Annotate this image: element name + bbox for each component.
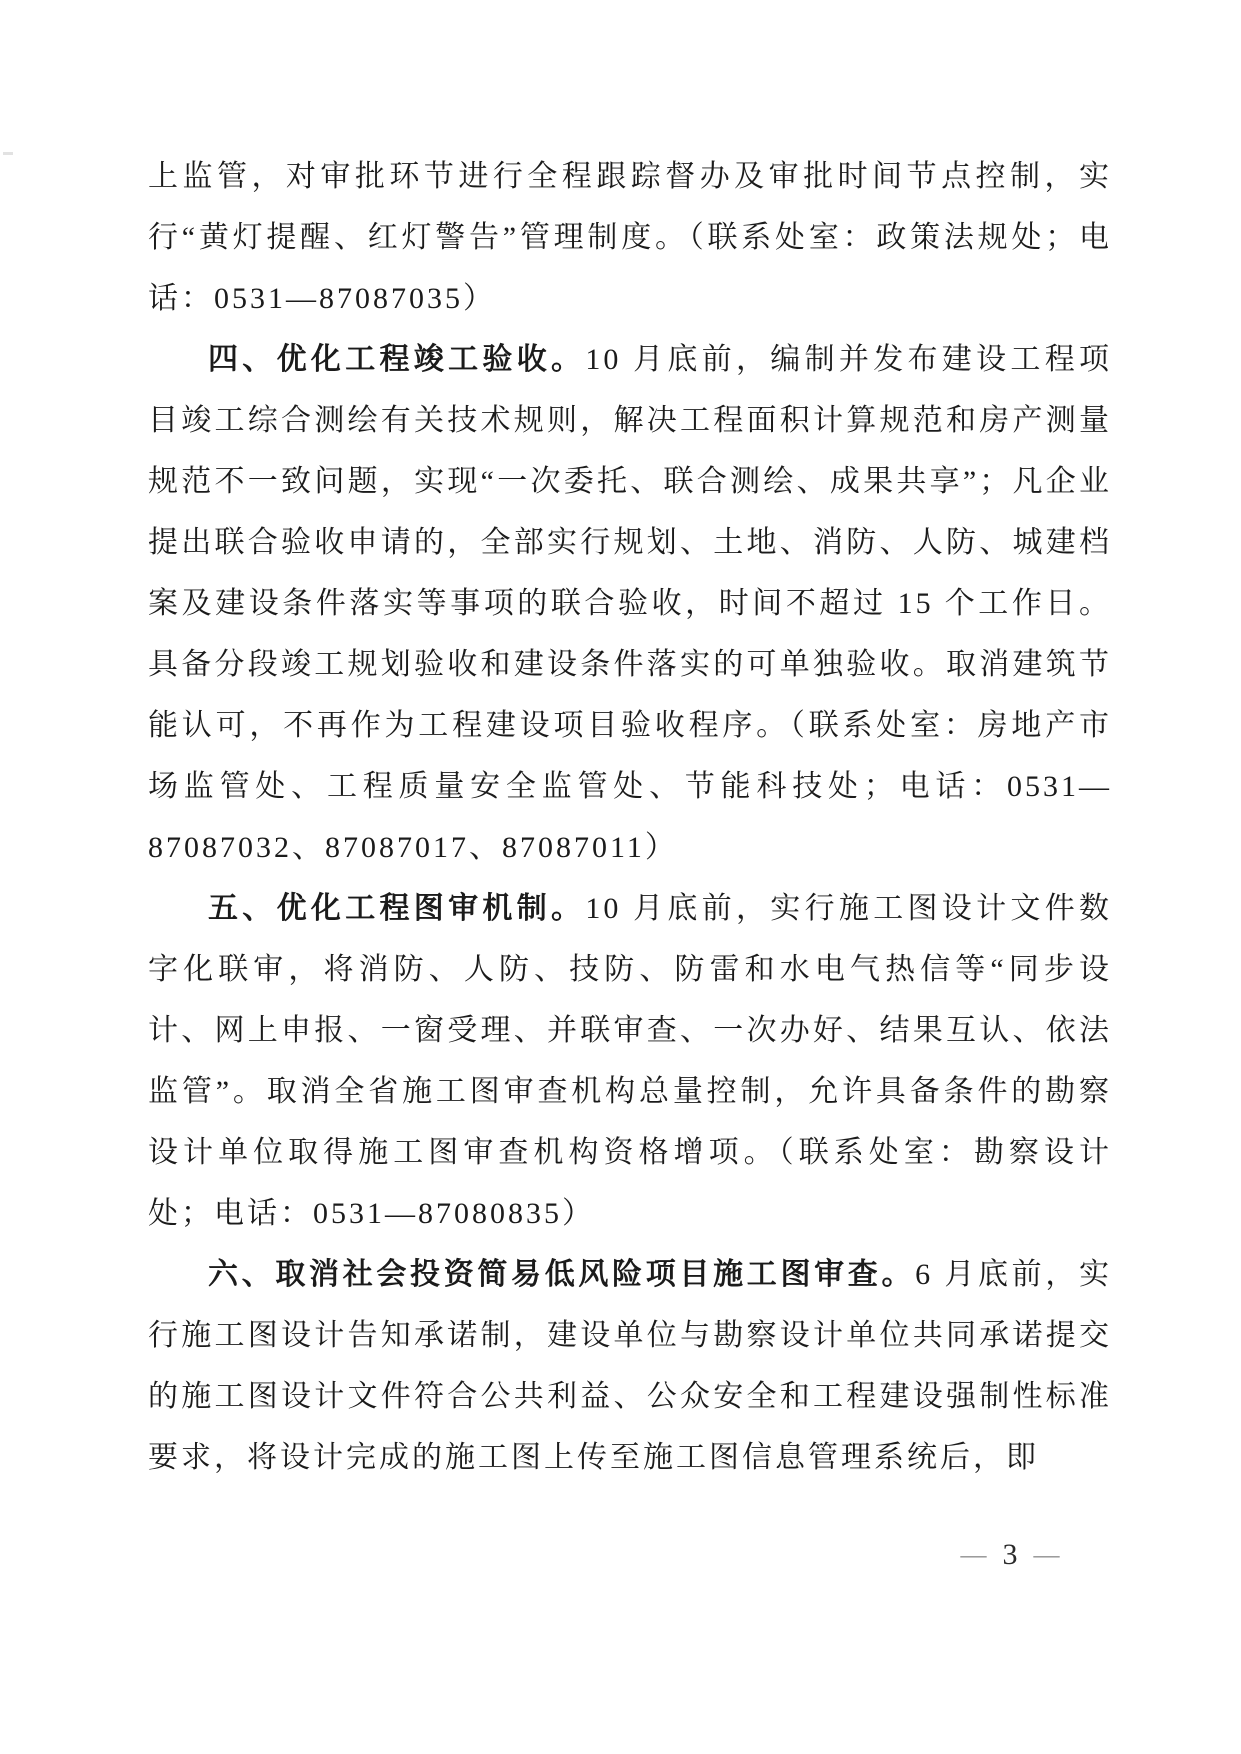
paragraph-section-5: [148, 878, 1112, 1244]
page-footer: [925, 1538, 1095, 1572]
paragraph-continuation: [148, 146, 1112, 329]
paragraph-text: 10 月底前，编制并发布建设工程项目竣工综合测绘有关技术规则，解决工程面积计算规范和房产测量规范不一致问题，实现“一次委托、联合测绘、成果共享”；凡企业提出联合验收申请的，全部实行规划、土地、消防、人防、城建档案及建设条件落实等事项的联合验收，时间不超过 15 个工作日。具备分段竣工规划验收和建设条件落实的可单独验收。取消建筑节能认可，不再作为工程建设项目验收程序。（联系处室：房地产市场监管处、工程质量安全监管处、节能科技处；电话：0531—87087032、87087017、87087011）: [148, 343, 1113, 864]
document-body: [148, 146, 1112, 1488]
scan-artifact: [3, 152, 13, 155]
section-heading: 四、优化工程竣工验收。: [208, 343, 586, 376]
page-number: 3: [1002, 1538, 1018, 1571]
section-heading: 六、取消社会投资简易低风险项目施工图审查。: [208, 1258, 916, 1291]
paragraph-text: 10 月底前，实行施工图设计文件数字化联审，将消防、人防、技防、防雷和水电气热信等“同步设计、网上申报、一窗受理、并联审查、一次办好、结果互认、依法监管”。取消全省施工图审查机构总量控制，允许具备条件的勘察设计单位取得施工图审查机构资格增项。（联系处室：勘察设计处；电话：0531—87080835）: [148, 892, 1113, 1230]
section-heading: 五、优化工程图审机制。: [208, 892, 586, 925]
paragraph-text: 上监管，对审批环节进行全程跟踪督办及审批时间节点控制，实行“黄灯提醒、红灯警告”管理制度。（联系处室：政策法规处；电话：0531—87087035）: [148, 160, 1112, 315]
paragraph-section-4: [148, 329, 1112, 878]
paragraph-text: 6 月底前，实行施工图设计告知承诺制，建设单位与勘察设计单位共同承诺提交的施工图设计文件符合公共利益、公众安全和工程建设强制性标准要求，将设计完成的施工图上传至施工图信息管理系统后，即: [148, 1258, 1113, 1474]
paragraph-section-6: [148, 1244, 1112, 1488]
footer-dash-left: —: [960, 1540, 987, 1569]
footer-dash-right: —: [1033, 1540, 1060, 1569]
